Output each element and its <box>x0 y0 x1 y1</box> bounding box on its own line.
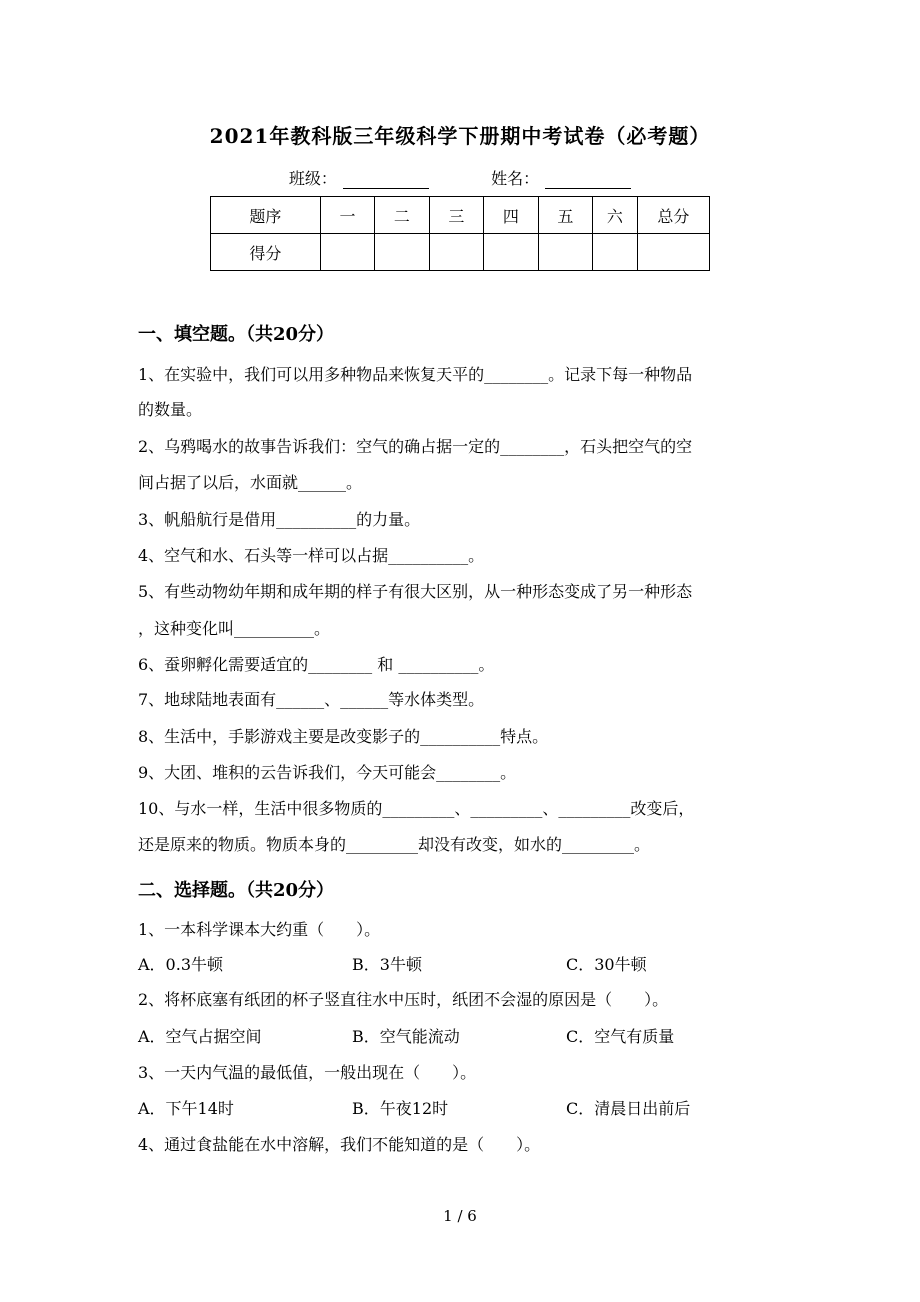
class-label: 班级： <box>288 169 337 188</box>
question-line: 9、大团、堆积的云告诉我们，今天可能会________。 <box>138 763 517 782</box>
choice-option[interactable]: C．30牛顿 <box>566 955 647 974</box>
choice-question-stem: 1、一本科学课本大约重（ ）。 <box>138 920 381 939</box>
choice-option[interactable]: A．空气占据空间 <box>138 1027 262 1046</box>
question-line: 还是原来的物质。物质本身的_________却没有改变，如水的_________。 <box>138 835 651 854</box>
score-cell[interactable] <box>593 234 638 271</box>
choice-question-stem: 4、通过食盐能在水中溶解，我们不能知道的是（ ）。 <box>138 1135 541 1154</box>
question-line: 1、在实验中，我们可以用多种物品来恢复天平的________。记录下每一种物品 <box>138 365 693 384</box>
question-line: 2、乌鸦喝水的故事告诉我们：空气的确占据一定的________，石头把空气的空 <box>138 437 693 456</box>
score-cell[interactable] <box>429 234 483 271</box>
score-cell[interactable] <box>375 234 429 271</box>
score-table <box>210 196 710 271</box>
score-header-cell: 总分 <box>637 197 709 234</box>
score-cell[interactable] <box>538 234 592 271</box>
score-cell[interactable] <box>320 234 374 271</box>
choice-option[interactable]: C．清晨日出前后 <box>566 1099 691 1118</box>
question-line: 5、有些动物幼年期和成年期的样子有很大区别，从一种形态变成了另一种形态 <box>138 582 693 601</box>
score-cell[interactable] <box>637 234 709 271</box>
choice-question-stem: 3、一天内气温的最低值，一般出现在（ ）。 <box>138 1063 477 1082</box>
question-line: 8、生活中，手影游戏主要是改变影子的__________特点。 <box>138 727 549 746</box>
question-line: 7、地球陆地表面有______、______等水体类型。 <box>138 690 485 709</box>
choice-option[interactable]: B．3牛顿 <box>352 955 422 974</box>
choice-question-stem: 2、将杯底塞有纸团的杯子竖直往水中压时，纸团不会湿的原因是（ ）。 <box>138 990 669 1009</box>
question-line: 6、蚕卵孵化需要适宜的________ 和 __________。 <box>138 655 495 674</box>
question-line: 间占据了以后，水面就______。 <box>138 473 363 492</box>
score-row-label: 得分 <box>211 234 321 271</box>
question-line: ，这种变化叫__________。 <box>138 619 331 638</box>
score-cell[interactable] <box>484 234 538 271</box>
choice-option[interactable]: A．下午14时 <box>138 1099 234 1118</box>
score-table-score-row <box>211 234 710 271</box>
page-title: 2021年教科版三年级科学下册期中考试卷（必考题） <box>209 124 711 148</box>
score-header-cell: 二 <box>375 197 429 234</box>
score-header-cell: 三 <box>429 197 483 234</box>
page-number: 1 / 6 <box>443 1207 477 1225</box>
student-info-line <box>0 166 920 189</box>
class-blank[interactable] <box>343 170 429 189</box>
section1-title: 一、填空题。（共20分） <box>138 324 335 345</box>
question-line: 4、空气和水、石头等一样可以占据__________。 <box>138 546 485 565</box>
choice-option[interactable]: B．午夜12时 <box>352 1099 449 1118</box>
section2-title: 二、选择题。（共20分） <box>138 880 335 901</box>
choice-option[interactable]: B．空气能流动 <box>352 1027 460 1046</box>
name-blank[interactable] <box>545 170 631 189</box>
question-line: 的数量。 <box>138 400 203 419</box>
score-header-cell: 题序 <box>211 197 321 234</box>
name-label: 姓名： <box>491 169 540 188</box>
score-header-cell: 一 <box>320 197 374 234</box>
question-line: 10、与水一样，生活中很多物质的_________、_________、_________改变后， <box>138 799 695 818</box>
score-header-cell: 五 <box>538 197 592 234</box>
question-line: 3、帆船航行是借用__________的力量。 <box>138 510 421 529</box>
score-header-cell: 六 <box>593 197 638 234</box>
score-table-header-row <box>211 197 710 234</box>
choice-option[interactable]: C．空气有质量 <box>566 1027 675 1046</box>
choice-option[interactable]: A．0.3牛顿 <box>138 955 224 974</box>
score-header-cell: 四 <box>484 197 538 234</box>
